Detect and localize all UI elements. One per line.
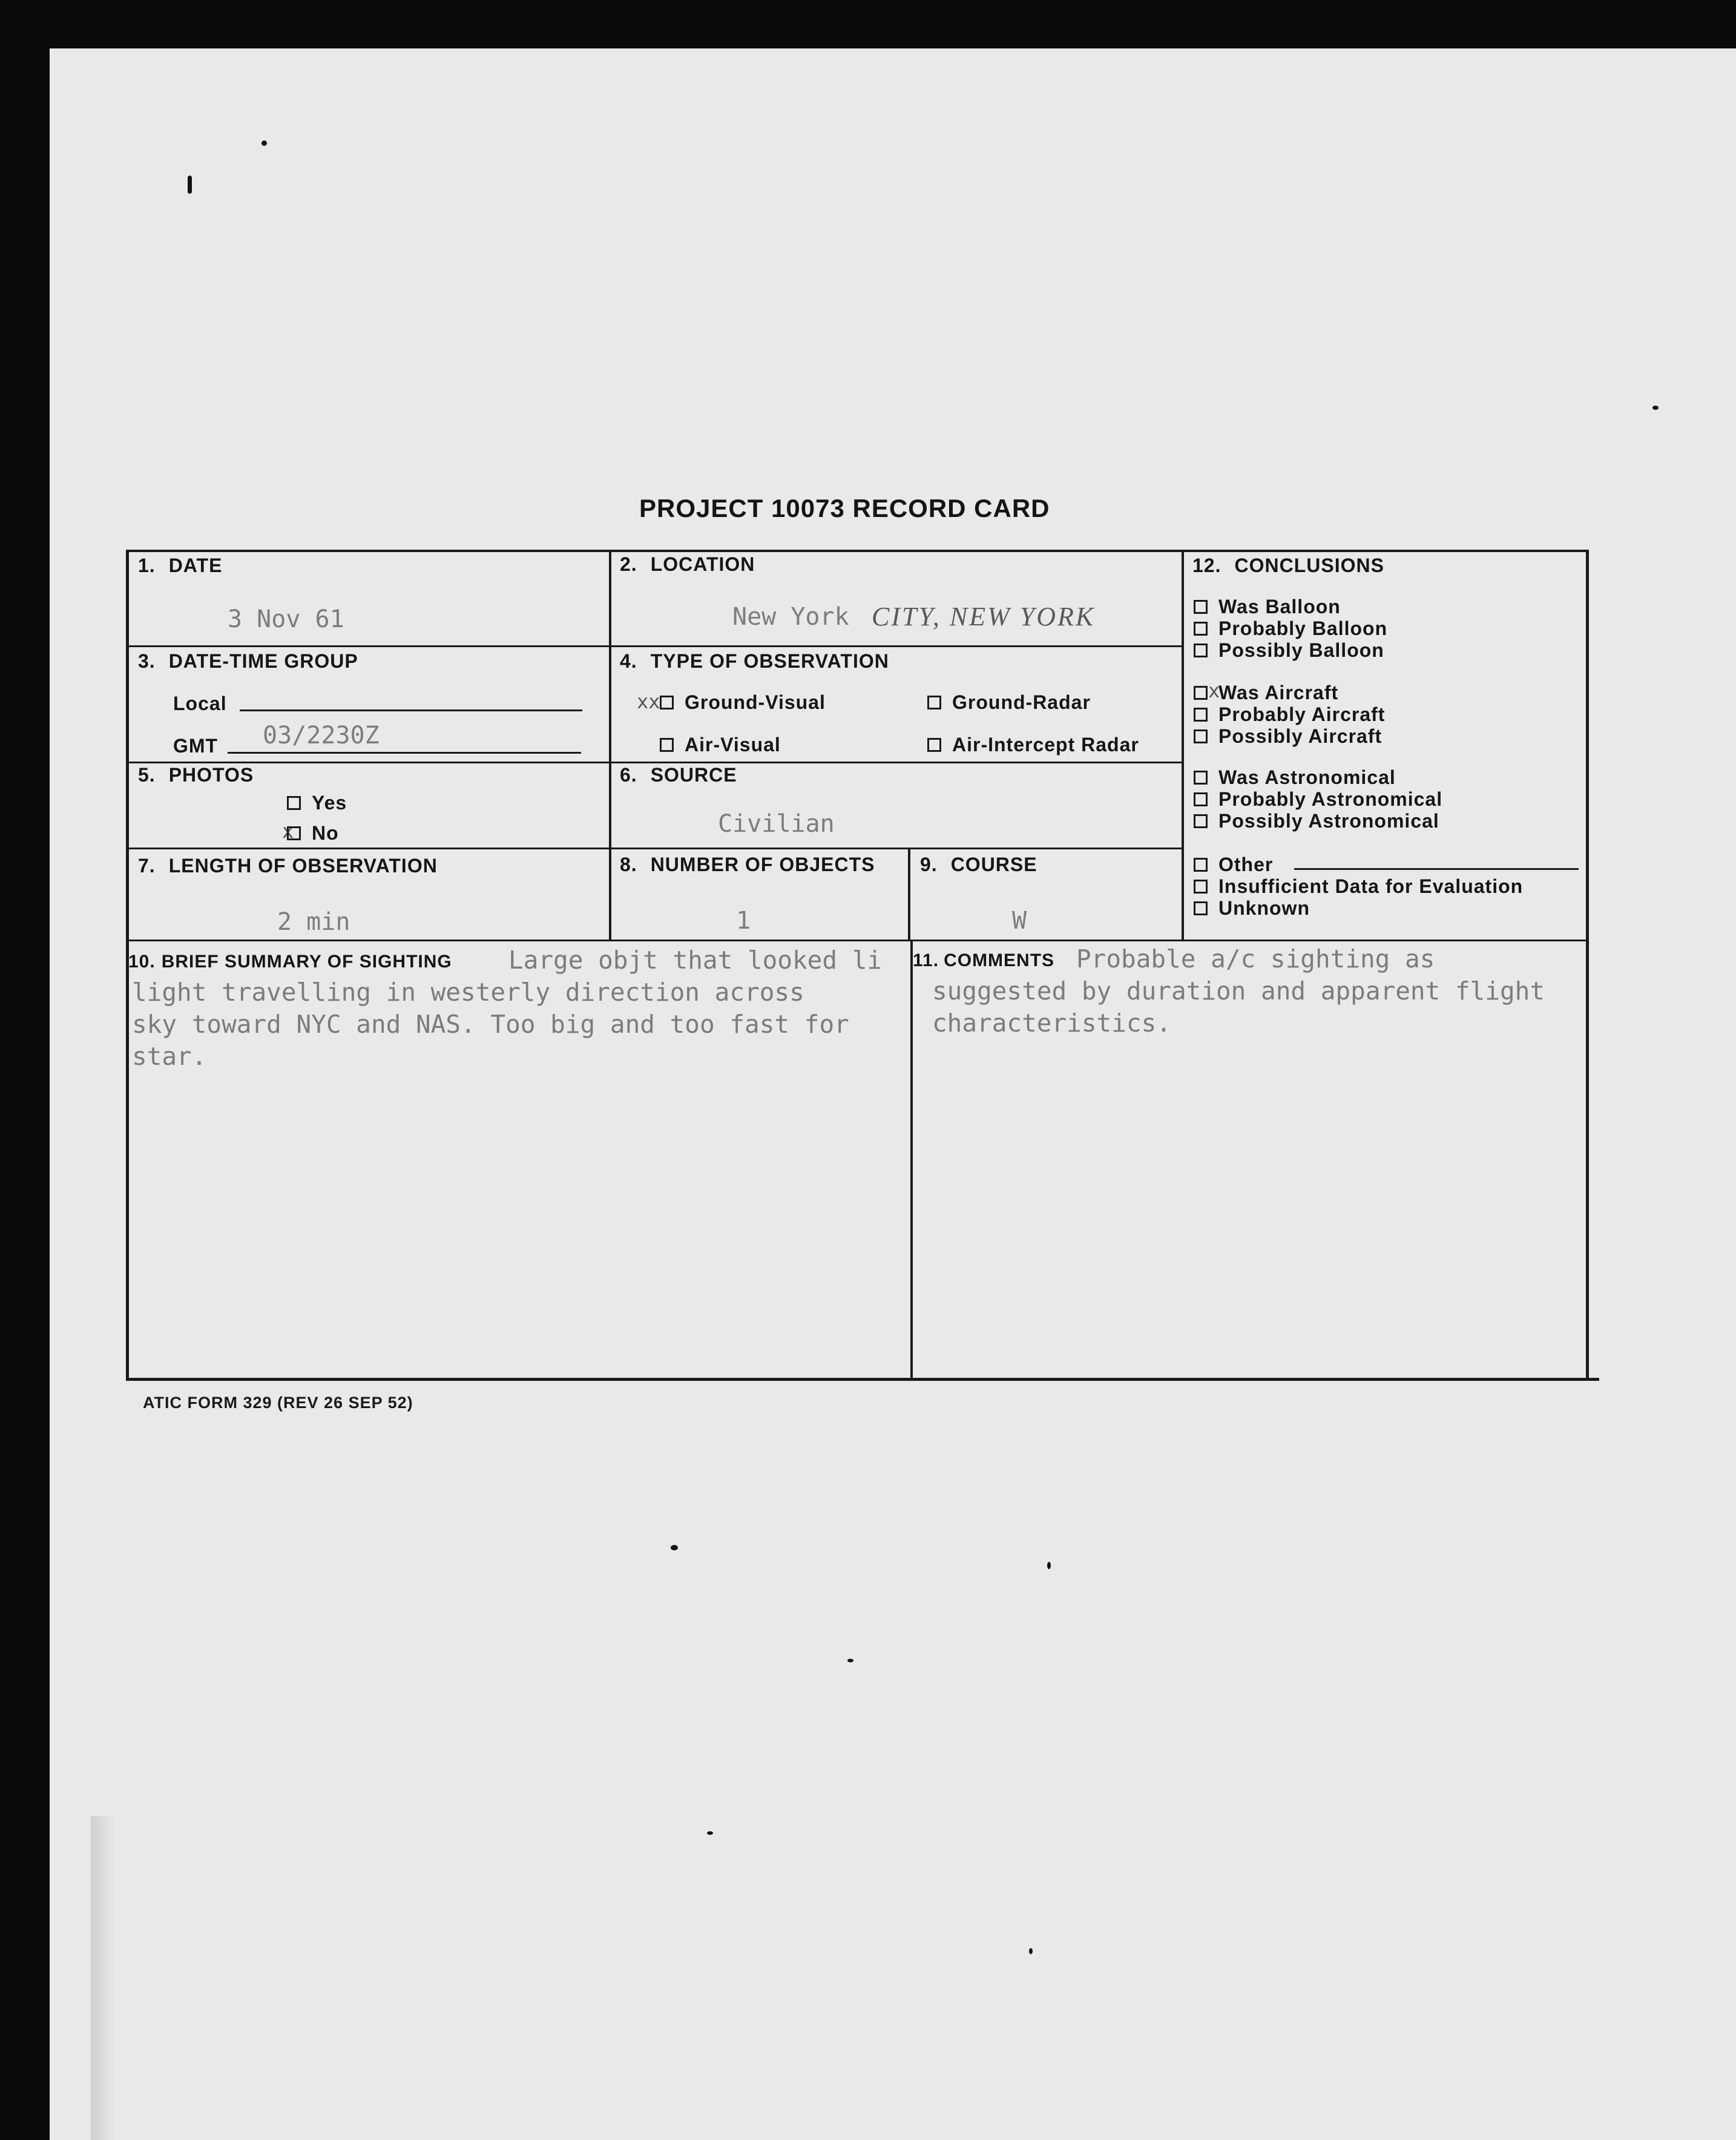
dtg-gmt-line xyxy=(228,752,581,754)
course-label: 9. COURSE xyxy=(920,854,1037,875)
paper-sheet xyxy=(50,48,1736,2140)
location-handwritten-value: CITY, NEW YORK xyxy=(872,602,1096,631)
conclusion-probably-balloon[interactable]: Probably Balloon xyxy=(1194,617,1387,640)
conclusion-other[interactable]: Other xyxy=(1194,854,1273,876)
observation-type-checkmark: xx xyxy=(637,690,660,713)
checkbox-icon xyxy=(1194,771,1208,785)
objects-label: 8. NUMBER OF OBJECTS xyxy=(620,854,875,875)
checkbox-icon xyxy=(287,796,301,810)
option-photos-no[interactable]: No xyxy=(287,822,339,844)
checkbox-icon xyxy=(927,696,941,709)
dtg-local-line xyxy=(240,709,582,711)
checkbox-icon xyxy=(1194,792,1208,806)
conclusion-was-aircraft[interactable]: Was Aircraft xyxy=(1194,682,1338,704)
source-value: Civilian xyxy=(718,810,835,838)
dtg-label: 3. DATE-TIME GROUP xyxy=(138,650,358,672)
source-label: 6. SOURCE xyxy=(620,764,737,786)
dust-speck xyxy=(261,140,267,146)
dust-speck xyxy=(188,176,192,194)
form-title: PROJECT 10073 RECORD CARD xyxy=(639,494,1050,522)
length-value: 2 min xyxy=(277,908,350,936)
summary-line-2: light travelling in westerly direction across xyxy=(132,978,804,1007)
location-typed-value: New York xyxy=(732,603,849,631)
photos-checkmark: x xyxy=(282,820,294,843)
conclusion-probably-astronomical[interactable]: Probably Astronomical xyxy=(1194,788,1442,811)
checkbox-icon xyxy=(1194,858,1208,872)
option-photos-yes[interactable]: Yes xyxy=(287,792,347,814)
checkbox-icon xyxy=(1194,880,1208,894)
option-ground-radar[interactable]: Ground-Radar xyxy=(927,691,1091,714)
checkbox-icon xyxy=(1194,622,1208,636)
dust-speck xyxy=(707,1831,713,1835)
dust-speck xyxy=(847,1659,853,1662)
comments-line-2: suggested by duration and apparent flight xyxy=(932,976,1545,1006)
checkbox-icon xyxy=(1194,729,1208,743)
dust-speck xyxy=(671,1545,678,1550)
conclusion-checkmark: x xyxy=(1208,679,1220,702)
summary-line-3: sky toward NYC and NAS. Too big and too fast for xyxy=(132,1010,849,1039)
conclusion-was-astronomical[interactable]: Was Astronomical xyxy=(1194,766,1396,789)
conclusion-possibly-aircraft[interactable]: Possibly Aircraft xyxy=(1194,725,1382,748)
conclusion-insufficient-data[interactable]: Insufficient Data for Evaluation xyxy=(1194,875,1523,898)
comments-line-3: characteristics. xyxy=(932,1009,1171,1038)
checkbox-icon xyxy=(1194,686,1208,700)
conclusion-other-line xyxy=(1294,868,1579,870)
checkbox-icon xyxy=(927,738,941,752)
location-label: 2. LOCATION xyxy=(620,553,755,575)
checkbox-icon xyxy=(287,826,301,840)
checkbox-icon xyxy=(1194,814,1208,828)
date-value: 3 Nov 61 xyxy=(228,605,344,633)
objects-value: 1 xyxy=(736,907,751,935)
conclusion-probably-aircraft[interactable]: Probably Aircraft xyxy=(1194,703,1385,726)
conclusion-was-balloon[interactable]: Was Balloon xyxy=(1194,596,1341,618)
conclusion-possibly-balloon[interactable]: Possibly Balloon xyxy=(1194,639,1384,662)
checkbox-icon xyxy=(1194,644,1208,657)
option-air-visual[interactable]: Air-Visual xyxy=(660,734,781,756)
option-air-intercept-radar[interactable]: Air-Intercept Radar xyxy=(927,734,1139,756)
summary-label: 10. BRIEF SUMMARY OF SIGHTING xyxy=(128,952,452,972)
conclusions-label: 12. CONCLUSIONS xyxy=(1192,555,1384,576)
paper-curl xyxy=(91,1816,115,2140)
photos-label: 5. PHOTOS xyxy=(138,764,254,786)
summary-line-4: star. xyxy=(132,1042,207,1071)
dtg-gmt-label: GMT xyxy=(173,735,219,757)
dust-speck xyxy=(1652,406,1659,410)
date-label: 1. DATE xyxy=(138,555,223,576)
length-label: 7. LENGTH OF OBSERVATION xyxy=(138,855,438,877)
conclusion-possibly-astronomical[interactable]: Possibly Astronomical xyxy=(1194,810,1439,832)
comments-label: 11. COMMENTS xyxy=(913,950,1055,970)
dtg-gmt-value: 03/2230Z xyxy=(263,722,380,749)
form-footer: ATIC FORM 329 (REV 26 SEP 52) xyxy=(143,1394,413,1412)
course-value: W xyxy=(1012,907,1027,935)
comments-line-1: Probable a/c sighting as xyxy=(1076,944,1435,973)
option-ground-visual[interactable]: Ground-Visual xyxy=(660,691,826,714)
observation-type-label: 4. TYPE OF OBSERVATION xyxy=(620,650,889,672)
checkbox-icon xyxy=(1194,600,1208,614)
checkbox-icon xyxy=(660,738,674,752)
checkbox-icon xyxy=(1194,708,1208,722)
dtg-local-label: Local xyxy=(173,693,227,714)
summary-line-1: Large objt that looked li xyxy=(508,946,883,975)
checkbox-icon xyxy=(660,696,674,709)
checkbox-icon xyxy=(1194,901,1208,915)
conclusion-unknown[interactable]: Unknown xyxy=(1194,897,1310,920)
dust-speck xyxy=(1047,1562,1051,1569)
dust-speck xyxy=(1029,1948,1033,1954)
